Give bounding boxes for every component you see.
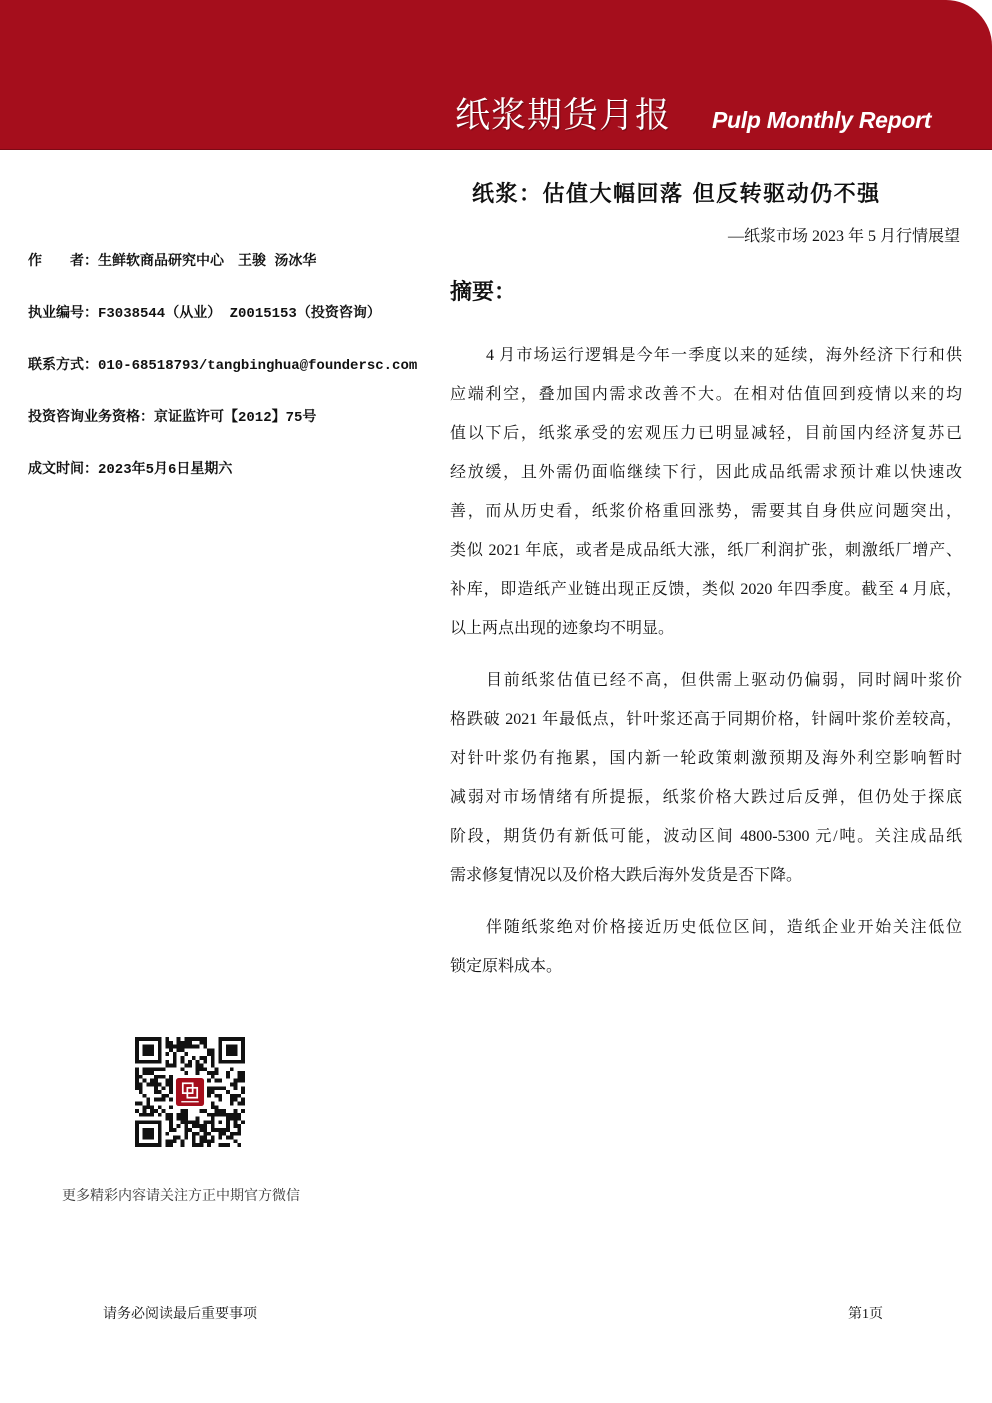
contact-line (28, 356, 428, 376)
summary-line: 应端利空，叠加国内需求改善不大。在相对估值回到疫情以来的均 (450, 386, 962, 403)
page-number: 第1页 (848, 1307, 883, 1322)
summary-line: 值以下后，纸浆承受的宏观压力已明显减轻，目前国内经济复苏已 (450, 425, 962, 442)
info-label: 作 者： (28, 254, 98, 270)
report-series-title-en: Pulp Monthly Report (712, 107, 932, 133)
date-line (28, 460, 428, 480)
info-value: 京证监许可【2012】75号 (154, 410, 317, 426)
info-label: 投资咨询业务资格： (28, 410, 154, 426)
report-title: 纸浆：估值大幅回落 但反转驱动仍不强 (472, 182, 881, 207)
wechat-qr-code (135, 1037, 245, 1147)
summary-paragraph (450, 908, 962, 986)
info-value: 010-68518793/tangbinghua@foundersc.com (98, 358, 418, 374)
summary-heading: 摘要： (450, 280, 517, 305)
summary-line: 补库，即造纸产业链出现正反馈，类似 2020 年四季度。截至 4 月底， (450, 581, 962, 598)
summary-paragraph (450, 661, 962, 895)
report-subtitle: —纸浆市场 2023 年 5 月行情展望 (727, 228, 960, 245)
company-logo-icon (174, 1076, 205, 1107)
info-label: 联系方式： (28, 358, 98, 374)
summary-body (450, 336, 962, 999)
summary-line: 锁定原料成本。 (450, 958, 563, 975)
summary-line: 减弱对市场情绪有所提振，纸浆价格大跌过后反弹，但仍处于探底 (450, 789, 962, 806)
info-label: 执业编号： (28, 306, 98, 322)
summary-line: 对针叶浆仍有拖累，国内新一轮政策刺激预期及海外利空影响暂时 (450, 750, 962, 767)
summary-line: 伴随纸浆绝对价格接近历史低位区间，造纸企业开始关注低位 (486, 919, 962, 936)
summary-line: 格跌破 2021 年最低点，针叶浆还高于同期价格，针阔叶浆价差较高， (450, 711, 962, 728)
qr-code-icon (135, 1037, 245, 1147)
report-series-title: 纸浆期货月报 (455, 96, 672, 136)
info-label: 成文时间： (28, 462, 98, 478)
info-value: 生鲜软商品研究中心 王骏 汤冰华 (98, 254, 317, 270)
qualification-line (28, 408, 428, 428)
summary-line: 以上两点出现的迹象均不明显。 (450, 620, 675, 637)
info-value: F3038544（从业） Z0015153（投资咨询） (98, 306, 381, 322)
summary-line: 阶段，期货仍有新低可能，波动区间 4800-5300 元/吨。关注成品纸 (450, 828, 962, 845)
summary-line: 目前纸浆估值已经不高，但供需上驱动仍偏弱，同时阔叶浆价 (486, 672, 962, 689)
summary-line: 善，而从历史看，纸浆价格重回涨势，需要其自身供应问题突出， (450, 503, 962, 520)
info-value: 2023年5月6日星期六 (98, 462, 233, 478)
summary-line: 类似 2021 年底，或者是成品纸大涨，纸厂利润扩张，刺激纸厂增产、 (450, 542, 962, 559)
summary-line: 需求修复情况以及价格大跌后海外发货是否下降。 (450, 867, 803, 884)
summary-line: 经放缓，且外需仍面临继续下行，因此成品纸需求预计难以快速改 (450, 464, 962, 481)
summary-paragraph (450, 336, 962, 648)
header-banner (0, 0, 992, 150)
footer-notice: 请务必阅读最后重要事项 (103, 1307, 257, 1322)
author-info (28, 252, 428, 512)
qr-caption: 更多精彩内容请关注方正中期官方微信 (62, 1189, 300, 1204)
license-number-line (28, 304, 428, 324)
author-line (28, 252, 428, 272)
summary-line: 4 月市场运行逻辑是今年一季度以来的延续，海外经济下行和供 (486, 347, 962, 364)
